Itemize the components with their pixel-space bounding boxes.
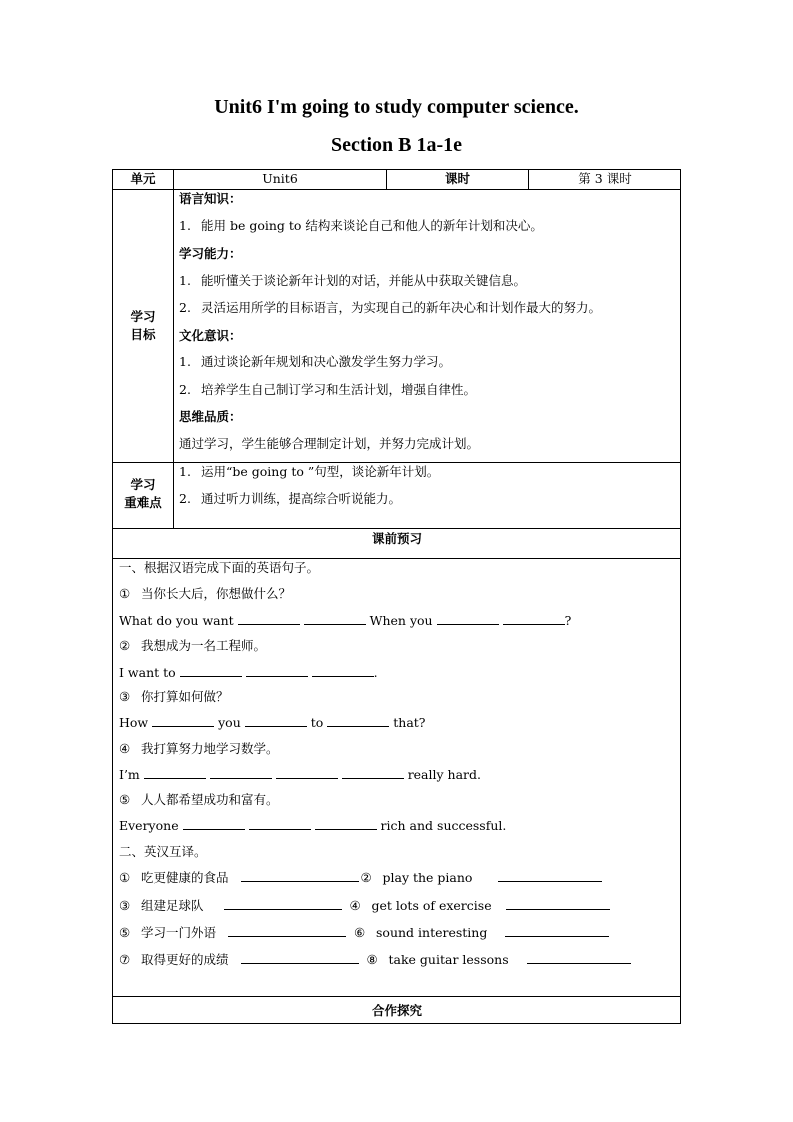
key-points-label xyxy=(113,476,173,512)
preview-heading: 课前预习 xyxy=(371,531,422,546)
key-point-item: 1. 运用“be going to ”句型，谈论新年计划。 xyxy=(179,464,440,479)
ability-item: 2. 灵活运用所学的目标语言，为实现自己的新年决心和计划作最大的努力。 xyxy=(179,300,602,315)
q2-chinese: ② 我想成为一名工程师。 xyxy=(119,638,267,653)
q5-chinese: ⑤ 人人都希望成功和富有。 xyxy=(119,792,279,807)
unit-value: Unit6 xyxy=(262,171,298,186)
objectives-label xyxy=(113,308,173,344)
cooperation-heading: 合作探究 xyxy=(371,1003,422,1018)
part2-title: 二、英汉互译。 xyxy=(119,844,207,859)
page-subtitle: Section B 1a-1e xyxy=(330,134,463,156)
q4-english: I’m really hard. xyxy=(119,767,481,782)
objectives-label-line1: 学习 xyxy=(130,309,156,324)
translation-row: ⑦ 取得更好的成绩 ⑧ take guitar lessons xyxy=(119,951,631,969)
q3-english: How you to that? xyxy=(119,715,426,730)
page-title: Unit6 I'm going to study computer science. xyxy=(214,96,579,118)
row-divider xyxy=(113,996,680,997)
translation-row: ⑤ 学习一门外语 ⑥ sound interesting xyxy=(119,924,609,942)
column-divider xyxy=(173,170,174,528)
culture-title: 文化意识： xyxy=(179,328,242,343)
ability-item: 1. 能听懂关于谈论新年计划的对话，并能从中获取关键信息。 xyxy=(179,273,527,288)
thinking-text: 通过学习，学生能够合理制定计划，并努力完成计划。 xyxy=(179,436,480,451)
unit-label: 单元 xyxy=(130,171,156,186)
language-title: 语言知识： xyxy=(179,191,242,206)
q1-chinese: ① 当你长大后，你想做什么？ xyxy=(119,586,292,601)
lesson-table xyxy=(112,169,681,1024)
period-label: 课时 xyxy=(444,171,470,186)
language-item: 1. 能用 be going to 结构来谈论自己和他人的新年计划和决心。 xyxy=(179,218,543,233)
part1-title: 一、根据汉语完成下面的英语句子。 xyxy=(119,560,320,575)
translation-row: ① 吃更健康的食品 ② play the piano xyxy=(119,869,602,887)
objectives-label-line2: 目标 xyxy=(130,327,156,342)
key-point-item: 2. 通过听力训练，提高综合听说能力。 xyxy=(179,491,402,506)
q3-chinese: ③ 你打算如何做？ xyxy=(119,689,229,704)
row-divider xyxy=(113,528,680,529)
culture-item: 1. 通过谈论新年规划和决心激发学生努力学习。 xyxy=(179,354,452,369)
q5-english: Everyone rich and successful. xyxy=(119,818,507,833)
key-points-label-line1: 学习 xyxy=(130,477,156,492)
key-points-label-line2: 重难点 xyxy=(124,495,162,510)
q4-chinese: ④ 我打算努力地学习数学。 xyxy=(119,741,279,756)
q2-english: I want to . xyxy=(119,665,378,680)
q1-english: What do you want When you ? xyxy=(119,613,572,628)
translation-row: ③ 组建足球队 ④ get lots of exercise xyxy=(119,897,610,915)
ability-title: 学习能力： xyxy=(179,246,242,261)
period-value: 第 3 课时 xyxy=(578,171,632,186)
thinking-title: 思维品质： xyxy=(179,409,242,424)
culture-item: 2. 培养学生自己制订学习和生活计划，增强自律性。 xyxy=(179,382,477,397)
